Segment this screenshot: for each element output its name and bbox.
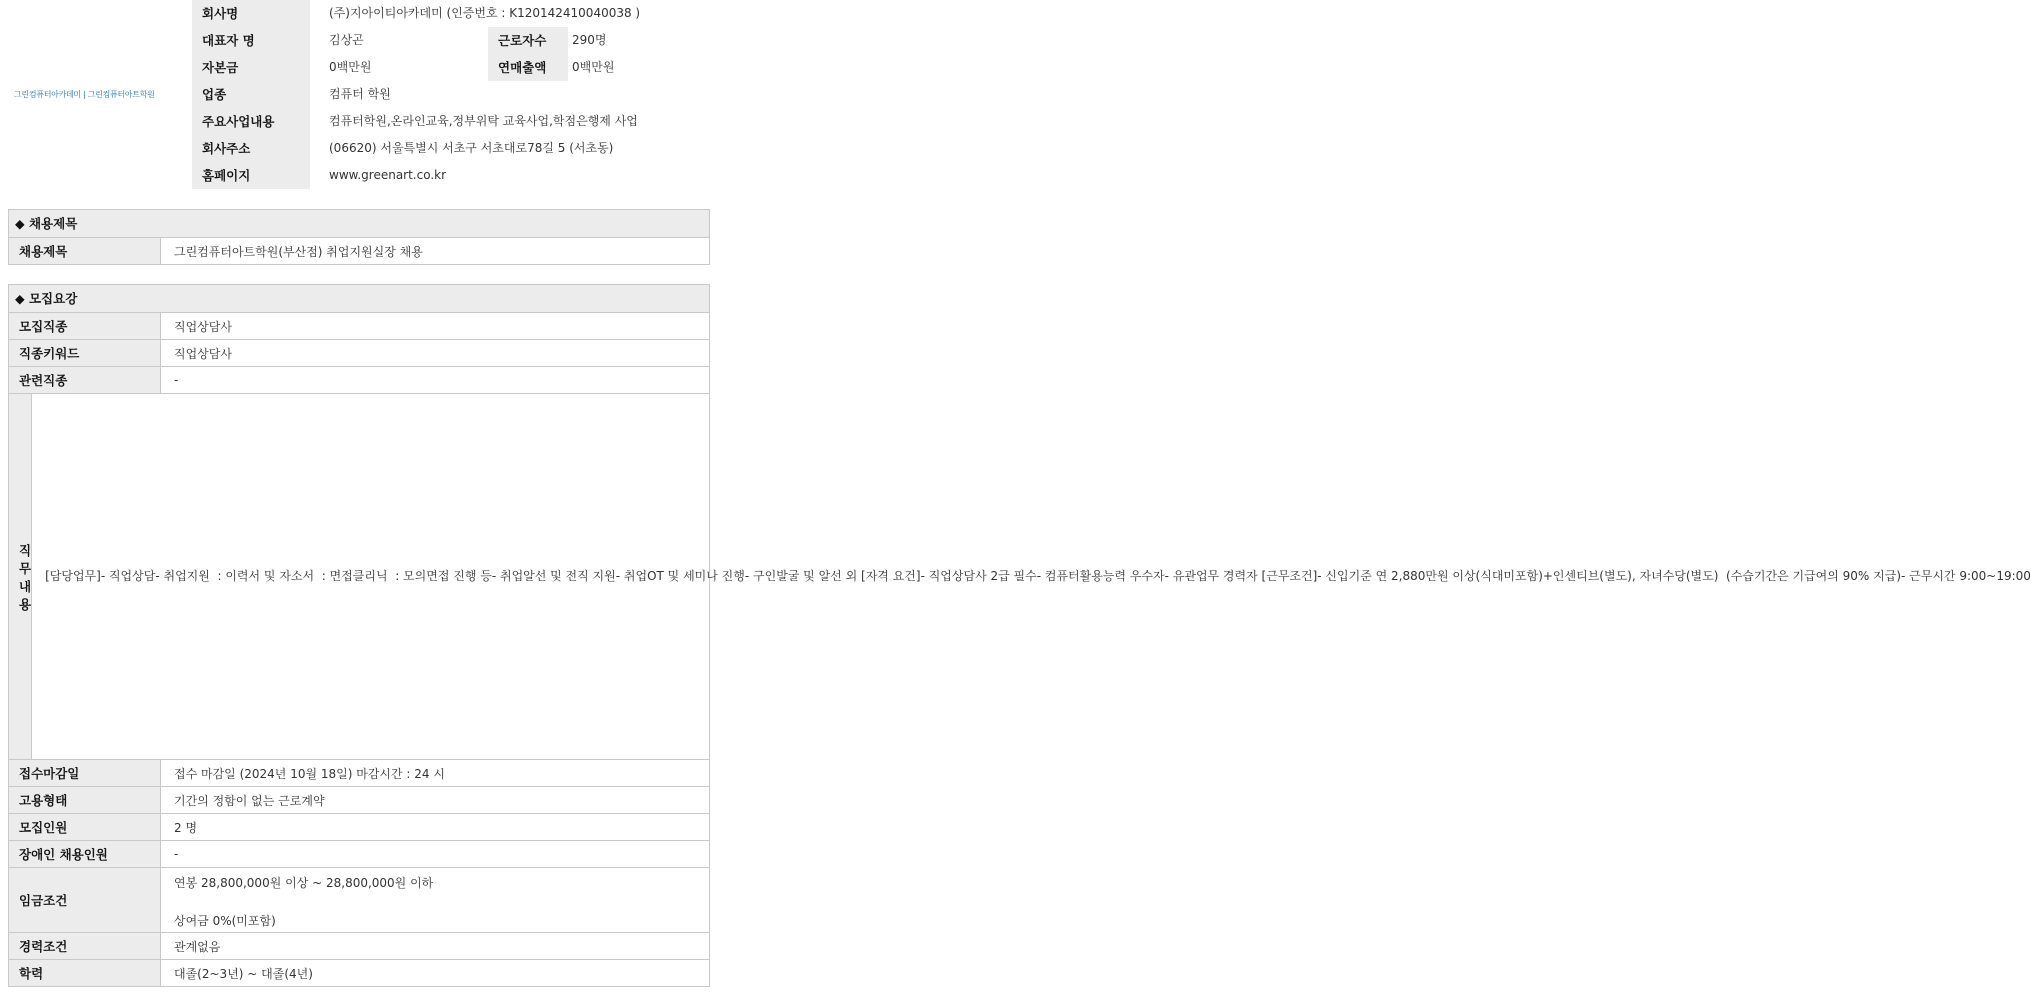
duty-line: [자격 요건] (861, 569, 921, 584)
employment-value: 기간의 정함이 없는 근로계약 (174, 793, 325, 808)
headcount-value: 2 명 (174, 820, 198, 835)
education-value: 대졸(2~3년) ~ 대졸(4년) (174, 966, 313, 981)
ceo-label: 대표자 명 (192, 27, 310, 54)
duty-line: : 모의면접 진행 등 (387, 569, 492, 584)
ceo-row (192, 27, 712, 54)
keyword-row (9, 340, 709, 367)
duty-line: - 구인발굴 및 알선 외 (744, 569, 858, 584)
company-logo: 그린컴퓨터아카데미 | 그린컴퓨터아트학원 (14, 90, 155, 99)
homepage-label: 홈페이지 (192, 162, 310, 189)
duty-line: - 취업알선 및 전직 지원 (491, 569, 616, 584)
duty-line: [담당업무] (45, 569, 101, 584)
capital-row (192, 54, 712, 81)
education-label: 학력 (9, 960, 161, 986)
related-row (9, 367, 709, 394)
disabled-row (9, 841, 709, 868)
headcount-label: 모집인원 (9, 814, 161, 840)
employment-row (9, 787, 709, 814)
duty-line: - 근무시간 9:00~19:00 (1901, 569, 2031, 584)
capital-value: 0백만원 (329, 60, 372, 74)
deadline-row (9, 760, 709, 787)
address-row (192, 135, 712, 162)
duty-line: - 취업지원 (155, 569, 210, 584)
duty-line: - 취업OT 및 세미나 진행 (615, 569, 745, 584)
employees-value: 290명 (572, 33, 607, 47)
duty-line: - 신입기준 연 2,880만원 이상(식대미포함)+인센티브(별도), 자녀수당(별도) (1317, 569, 1719, 584)
capital-label: 자본금 (192, 54, 310, 81)
wage-label: 임금조건 (9, 868, 161, 932)
job-row (9, 313, 709, 340)
deadline-label: 접수마감일 (9, 760, 161, 786)
duty-line: - 직업상담사 2급 필수 (920, 569, 1037, 584)
job-label: 모집직종 (9, 313, 161, 339)
employees-label: 근로자수 (488, 27, 568, 54)
keyword-label: 직종키워드 (9, 340, 161, 366)
employment-label: 고용형태 (9, 787, 161, 813)
company-name-label: 회사명 (192, 0, 310, 27)
job-value: 직업상담사 (174, 319, 232, 334)
requirements-section (8, 284, 2031, 987)
duty-label: 직무내용 (9, 394, 32, 759)
homepage-link[interactable]: www.greenart.co.kr (329, 168, 447, 182)
business-value: 컴퓨터학원,온라인교육,정부위탁 교육사업,학점은행제 사업 (329, 114, 638, 128)
duty-content (32, 394, 2031, 759)
duty-line: - 직업상담 (100, 569, 156, 584)
disabled-label: 장애인 채용인원 (9, 841, 161, 867)
recruit-title-heading: ◆ 채용제목 (9, 210, 709, 238)
industry-value: 컴퓨터 학원 (329, 87, 391, 101)
education-row (9, 960, 709, 986)
duty-line: : 이력서 및 자소서 (209, 569, 315, 584)
address-value: (06620) 서울특별시 서초구 서초대로78길 5 (서초동) (329, 141, 614, 155)
company-name-row (192, 0, 712, 27)
wage-row (9, 868, 709, 933)
duty-line: [근무조건] (1261, 569, 1318, 584)
company-name-value: (주)지아이티아카데미 (인증번호 : K120142410040038 ) (329, 6, 641, 20)
address-label: 회사주소 (192, 135, 310, 162)
revenue-label: 연매출액 (488, 54, 568, 81)
recruit-title-value: 그린컴퓨터아트학원(부산점) 취업지원실장 채용 (174, 244, 423, 259)
career-row (9, 933, 709, 960)
wage-line-2: 상여금 0%(미포함) (174, 914, 276, 928)
duty-line: - 컴퓨터활용능력 우수자 (1036, 569, 1165, 584)
headcount-row (9, 814, 709, 841)
revenue-value: 0백만원 (572, 60, 615, 74)
duty-row (9, 394, 2031, 760)
duty-line: : 면접클리닉 (314, 569, 388, 584)
company-info (0, 0, 717, 190)
ceo-value: 김상곤 (329, 33, 364, 47)
disabled-value: - (174, 847, 179, 861)
duty-line: - 유관업무 경력자 (1164, 569, 1258, 584)
wage-content (161, 868, 709, 932)
career-label: 경력조건 (9, 933, 161, 959)
duty-line: (수습기간은 기급여의 90% 지급) (1718, 569, 1902, 584)
requirements-heading: ◆ 모집요강 (9, 285, 709, 313)
business-row (192, 108, 712, 135)
keyword-value: 직업상담사 (174, 346, 232, 361)
wage-line-1: 연봉 28,800,000원 이상 ~ 28,800,000원 이하 (174, 876, 434, 890)
career-value: 관계없음 (174, 939, 221, 954)
deadline-value: 접수 마감일 (2024년 10월 18일) 마감시간 : 24 시 (174, 766, 445, 781)
recruit-title-row (9, 238, 709, 264)
related-value: - (174, 373, 179, 387)
recruit-title-section (8, 209, 710, 265)
industry-row (192, 81, 712, 108)
homepage-row (192, 162, 712, 189)
business-label: 주요사업내용 (192, 108, 310, 135)
industry-label: 업종 (192, 81, 310, 108)
related-label: 관련직종 (9, 367, 161, 393)
recruit-title-label: 채용제목 (9, 238, 161, 264)
